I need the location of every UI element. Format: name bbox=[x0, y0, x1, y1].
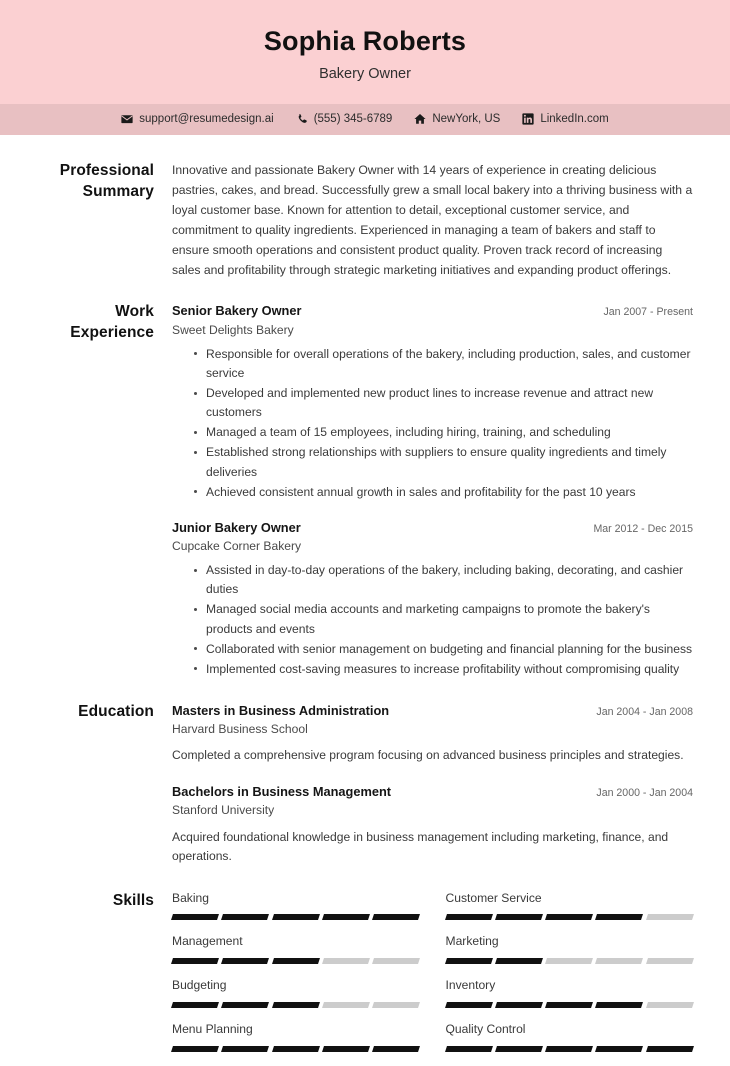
skill-item bbox=[446, 891, 694, 935]
skill-level-bar bbox=[446, 1046, 694, 1052]
section-education bbox=[37, 702, 693, 867]
skill-level-segment bbox=[272, 1002, 320, 1008]
skill-item bbox=[172, 934, 420, 978]
resume-header bbox=[0, 0, 730, 104]
skill-name: Menu Planning bbox=[172, 1021, 253, 1036]
list-item: Implemented cost-saving measures to increase profitability without compromising quality bbox=[194, 660, 693, 679]
education-entry-head bbox=[172, 783, 693, 800]
education-entry-head bbox=[172, 702, 693, 719]
work-body bbox=[172, 302, 693, 679]
section-label-work: Work Experience bbox=[70, 303, 154, 341]
education-entry-date: Jan 2004 - Jan 2008 bbox=[596, 705, 693, 718]
work-entry bbox=[172, 302, 693, 501]
skill-level-segment bbox=[495, 958, 543, 964]
skill-item bbox=[172, 1022, 420, 1066]
work-entry-org: Cupcake Corner Bakery bbox=[172, 538, 302, 553]
skill-level-segment bbox=[372, 1002, 420, 1008]
skill-level-segment bbox=[545, 914, 593, 920]
skill-level-segment bbox=[595, 958, 643, 964]
list-item: Managed social media accounts and marketing campaigns to promote the bakery's products and events bbox=[194, 600, 693, 638]
skill-level-segment bbox=[221, 1046, 269, 1052]
skill-level-segment bbox=[322, 1046, 370, 1052]
skill-item bbox=[446, 1022, 694, 1066]
skill-level-bar bbox=[446, 1002, 694, 1008]
skill-level-segment bbox=[272, 1046, 320, 1052]
work-entry-title: Junior Bakery Owner bbox=[172, 519, 301, 535]
work-entry-title: Senior Bakery Owner bbox=[172, 303, 302, 319]
linkedin-icon bbox=[522, 113, 534, 125]
envelope-icon bbox=[121, 113, 133, 125]
work-entry-date: Jan 2007 - Present bbox=[603, 306, 693, 319]
candidate-name: Sophia Roberts bbox=[263, 26, 467, 56]
phone-icon bbox=[296, 113, 308, 125]
section-label-summary: Professional Summary bbox=[59, 162, 154, 200]
resume-content bbox=[0, 135, 730, 1066]
education-entry-org: Harvard Business School bbox=[172, 722, 308, 737]
skill-level-segment bbox=[171, 914, 219, 920]
skill-level-bar bbox=[172, 1046, 420, 1052]
skill-level-segment bbox=[272, 958, 320, 964]
education-entry-title: Bachelors in Business Management bbox=[172, 784, 392, 800]
contact-bar bbox=[0, 104, 730, 135]
contact-linkedin[interactable] bbox=[522, 113, 608, 125]
education-entry-desc: Acquired foundational knowledge in business management including marketing, finance, and operations. bbox=[172, 829, 669, 864]
skill-level-bar bbox=[172, 1002, 420, 1008]
skill-level-segment bbox=[322, 914, 370, 920]
candidate-job-title: Bakery Owner bbox=[319, 66, 411, 83]
contact-phone[interactable] bbox=[296, 113, 393, 125]
skill-level-segment bbox=[595, 1002, 643, 1008]
contact-email-text: support@resumedesign.ai bbox=[139, 113, 274, 126]
skill-level-segment bbox=[545, 958, 593, 964]
skills-body bbox=[172, 891, 693, 1066]
contact-phone-text: (555) 345-6789 bbox=[313, 113, 393, 126]
summary-body bbox=[172, 161, 693, 280]
skill-level-segment bbox=[646, 1002, 694, 1008]
skill-name: Quality Control bbox=[445, 1021, 526, 1036]
skill-level-segment bbox=[646, 1046, 694, 1052]
skill-level-segment bbox=[495, 914, 543, 920]
skill-level-segment bbox=[445, 1002, 493, 1008]
list-item: Achieved consistent annual growth in sales and profitability for the past 10 years bbox=[194, 483, 693, 502]
skill-item bbox=[446, 978, 694, 1022]
list-item: Responsible for overall operations of the bakery, including production, sales, and customer service bbox=[194, 345, 693, 383]
skill-level-segment bbox=[322, 958, 370, 964]
skill-level-segment bbox=[221, 914, 269, 920]
skill-level-segment bbox=[445, 1046, 493, 1052]
work-entry-date: Mar 2012 - Dec 2015 bbox=[593, 522, 693, 535]
skill-level-segment bbox=[495, 1002, 543, 1008]
section-skills bbox=[37, 891, 693, 1066]
skill-level-segment bbox=[171, 1002, 219, 1008]
work-entry-bullets bbox=[172, 345, 693, 502]
skill-level-segment bbox=[171, 958, 219, 964]
section-label-education: Education bbox=[78, 702, 154, 720]
skill-name: Inventory bbox=[445, 978, 496, 993]
education-entry bbox=[172, 783, 693, 867]
list-item: Developed and implemented new product lines to increase revenue and attract new customers bbox=[194, 384, 693, 422]
work-entry-head bbox=[172, 519, 693, 536]
skill-name: Budgeting bbox=[172, 978, 227, 993]
skill-level-segment bbox=[495, 1046, 543, 1052]
skill-level-segment bbox=[545, 1046, 593, 1052]
skill-level-segment bbox=[595, 914, 643, 920]
skill-level-bar bbox=[446, 914, 694, 920]
skill-level-segment bbox=[221, 958, 269, 964]
skill-level-segment bbox=[221, 1002, 269, 1008]
contact-email[interactable] bbox=[121, 113, 273, 125]
skill-level-segment bbox=[372, 1046, 420, 1052]
summary-text: Innovative and passionate Bakery Owner with 14 years of experience in creating delicious pastries, cakes, and bread. Successfully grew a small local bakery into a thriving business with a loyal customer base. Known for attention to detail, exceptional customer service, and commitment to quality ingredients. Experienced in managing a team of bakers and staff to ensure smooth operations and consistent product quality. Proven track record of increasing sales and profitability through strategic marketing initiatives and expanding product offerings. bbox=[172, 163, 693, 277]
skill-level-bar bbox=[172, 914, 420, 920]
list-item: Assisted in day-to-day operations of the bakery, including baking, decorating, and cashier duties bbox=[194, 561, 693, 599]
contact-location[interactable] bbox=[414, 113, 500, 125]
work-entry-head bbox=[172, 302, 693, 319]
skill-name: Marketing bbox=[445, 934, 499, 949]
skill-level-segment bbox=[171, 1046, 219, 1052]
work-entry bbox=[172, 519, 693, 679]
skill-name: Baking bbox=[172, 890, 209, 905]
skill-name: Management bbox=[172, 934, 243, 949]
work-entry-bullets bbox=[172, 561, 693, 679]
education-entry-title: Masters in Business Administration bbox=[172, 702, 390, 718]
skill-item bbox=[172, 978, 420, 1022]
list-item: Collaborated with senior management on budgeting and financial planning for the business bbox=[194, 640, 693, 659]
education-entry-desc: Completed a comprehensive program focusing on advanced business principles and strategies. bbox=[172, 748, 684, 763]
skill-level-segment bbox=[646, 914, 694, 920]
section-work-experience bbox=[37, 302, 693, 679]
skill-level-segment bbox=[272, 914, 320, 920]
education-entry bbox=[172, 702, 693, 766]
skill-level-segment bbox=[595, 1046, 643, 1052]
skill-name: Customer Service bbox=[445, 890, 542, 905]
education-entry-date: Jan 2000 - Jan 2004 bbox=[596, 787, 693, 800]
skill-item bbox=[446, 934, 694, 978]
section-professional-summary bbox=[37, 161, 693, 280]
contact-linkedin-text: LinkedIn.com bbox=[540, 113, 609, 126]
skill-level-bar bbox=[172, 958, 420, 964]
skill-level-segment bbox=[445, 914, 493, 920]
skill-level-segment bbox=[372, 914, 420, 920]
contact-location-text: NewYork, US bbox=[432, 113, 501, 126]
skills-grid bbox=[172, 891, 693, 1066]
education-entry-org: Stanford University bbox=[172, 803, 275, 818]
list-item: Established strong relationships with suppliers to ensure quality ingredients and timely deliveries bbox=[194, 443, 693, 481]
home-icon bbox=[414, 113, 426, 125]
skill-level-segment bbox=[372, 958, 420, 964]
skill-level-segment bbox=[545, 1002, 593, 1008]
skill-level-bar bbox=[446, 958, 694, 964]
work-entry-org: Sweet Delights Bakery bbox=[172, 322, 294, 337]
skill-level-segment bbox=[322, 1002, 370, 1008]
skill-level-segment bbox=[445, 958, 493, 964]
list-item: Managed a team of 15 employees, including hiring, training, and scheduling bbox=[194, 423, 693, 442]
skill-item bbox=[172, 891, 420, 935]
skill-level-segment bbox=[646, 958, 694, 964]
education-body bbox=[172, 702, 693, 867]
section-label-skills: Skills bbox=[112, 891, 154, 909]
